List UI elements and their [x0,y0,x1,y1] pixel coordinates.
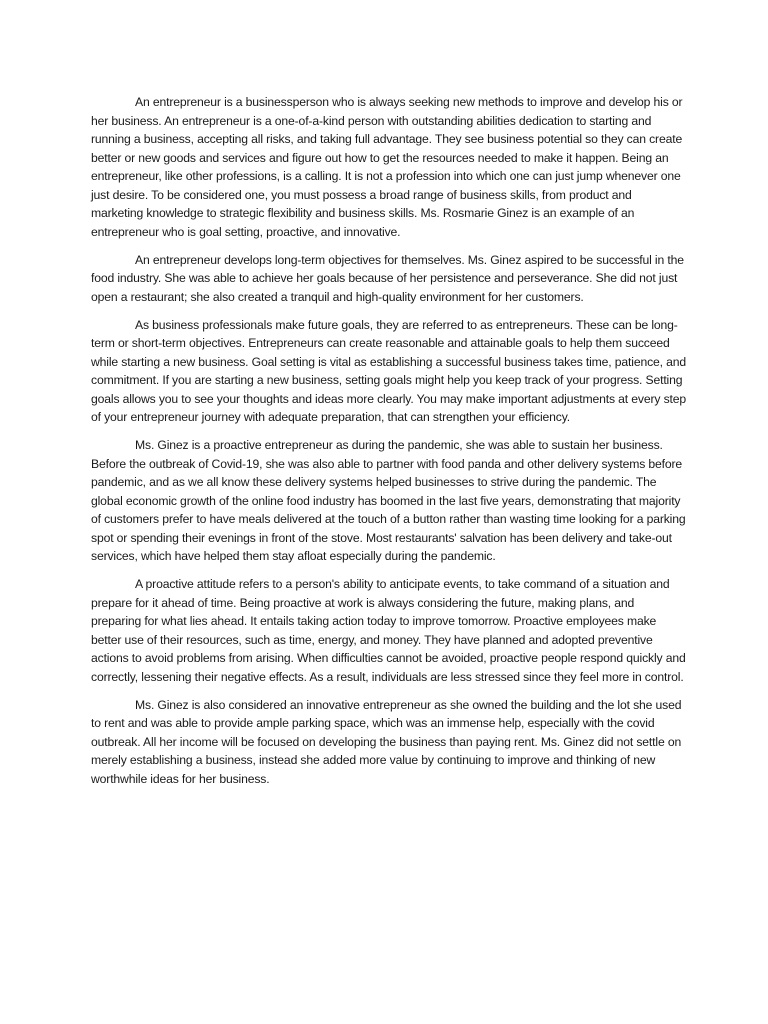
paragraph-intro: An entrepreneur is a businessperson who is always seeking new methods to improve and develop his or her business. An entrepreneur is a one-of-a-kind person with outstanding abilities dedication to starting and running a business, accepting all risks, and taking full advantage. They see business potential so they can create better or new goods and services and figure out how to get the resources needed to make it happen. Being an entrepreneur, like other professions, is a calling. It is not a profession into which one can just jump whenever one just desire. To be considered one, you must possess a broad range of business skills, from product and marketing knowledge to strategic flexibility and business skills. Ms. Rosmarie Ginez is an example of an entrepreneur who is goal setting, proactive, and innovative. [91,95,683,239]
document-page [91,93,687,798]
paragraph-long-term-objectives: An entrepreneur develops long-term objectives for themselves. Ms. Ginez aspired to be successful in the food industry. She was able to achieve her goals because of her persistence and perseverance. She did not just open a restaurant; she also created a tranquil and high-quality environment for her customers. [91,252,684,304]
paragraph-innovative-entrepreneur: Ms. Ginez is also considered an innovative entrepreneur as she owned the building and the lot she used to rent and was able to provide ample parking space, which was an immense help, especially with the covid outbreak. All her income will be focused on developing the business than paying rent. Ms. Ginez did not settle on merely establishing a business, instead she added more value by continuing to improve and thinking of new worthwhile ideas for her business. [91,697,682,786]
paragraph-proactive-entrepreneur: Ms. Ginez is a proactive entrepreneur as during the pandemic, she was able to sustain her business. Before the outbreak of Covid-19, she was also able to partner with food panda and other delivery systems before pandemic, and as we all know these delivery systems helped businesses to strive during the pandemic. The global economic growth of the online food industry has boomed in the last five years, demonstrating that majority of customers prefer to have meals delivered at the touch of a button rather than wasting time looking for a parking spot or spending their evenings in front of the stove. Most restaurants' salvation has been delivery and take-out services, which have helped them stay afloat especially during the pandemic. [91,438,686,563]
paragraph-goal-setting: As business professionals make future goals, they are referred to as entrepreneurs. These can be long-term or short-term objectives. Entrepreneurs can create reasonable and attainable goals to help them succeed while starting a new business. Goal setting is vital as establishing a successful business takes time, patience, and commitment. If you are starting a new business, setting goals might help you keep track of your progress. Setting goals allows you to see your thoughts and ideas more clearly. You may make important adjustments at every step of your entrepreneur journey with adequate preparation, that can strengthen your efficiency. [91,317,687,424]
paragraph-proactive-attitude: A proactive attitude refers to a person's ability to anticipate events, to take command of a situation and prepare for it ahead of time. Being proactive at work is always considering the future, making plans, and preparing for what lies ahead. It entails taking action today to improve tomorrow. Proactive employees make better use of their resources, such as time, energy, and money. They have planned and adopted preventive actions to avoid problems from arising. When difficulties cannot be avoided, proactive people respond quickly and correctly, lessening their negative effects. As a result, individuals are less stressed since they feel more in control. [91,577,686,684]
